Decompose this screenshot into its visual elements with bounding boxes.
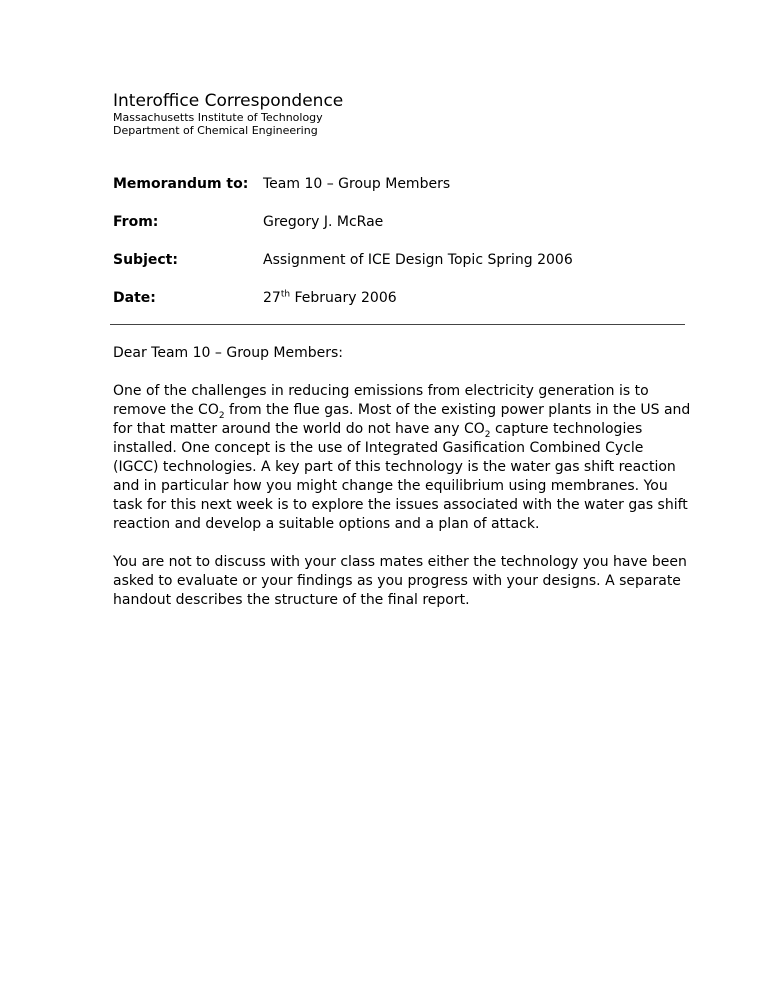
memo-date-row (113, 289, 693, 327)
memo-to-label: Memorandum to: (113, 176, 249, 192)
co2-subscript-2: 2 (484, 429, 491, 440)
memo-body (113, 344, 693, 629)
institution-name: Massachusetts Institute of Technology (113, 111, 323, 124)
memo-date-label: Date: (113, 290, 156, 306)
memo-subject-value: Assignment of ICE Design Topic Spring 2006 (263, 252, 573, 268)
letterhead-title: Interoffice Correspondence (113, 91, 344, 111)
body-paragraph-1 (113, 382, 693, 534)
paragraph-1-part-b: from the flue gas. Most of the existing power plants in the US and for that matter around the world do not have any CO (113, 402, 691, 437)
date-day: 27 (263, 290, 281, 306)
date-ordinal-suffix: th (280, 289, 291, 300)
memo-from-value: Gregory J. McRae (263, 214, 384, 230)
memo-to-row (113, 175, 693, 213)
date-month-year: February 2006 (290, 290, 397, 306)
memo-subject-row (113, 251, 693, 289)
header-divider (110, 324, 685, 325)
salutation: Dear Team 10 – Group Members: (113, 345, 344, 361)
letterhead (113, 91, 673, 137)
memo-subject-label: Subject: (113, 252, 178, 268)
co2-subscript-1: 2 (218, 410, 225, 421)
memo-from-row (113, 213, 693, 251)
paragraph-1-part-c: capture technologies installed. One concept is the use of Integrated Gasification Combined Cycle (IGCC) technologies. A key part of this technology is the water gas shift reaction and in particular how you might change the equilibrium using membranes. You task for this next week is to explore the issues associated with the water gas shift reaction and develop a suitable options and a plan of attack. (113, 421, 688, 532)
body-paragraph-2: You are not to discuss with your class mates either the technology you have been asked to evaluate or your findings as you progress with your designs. A separate handout describes the structure of the final report. (113, 554, 687, 608)
memo-header-fields (113, 175, 693, 327)
department-name: Department of Chemical Engineering (113, 124, 318, 137)
memo-from-label: From: (113, 214, 159, 230)
paragraph-1-part-a: One of the challenges in reducing emissions from electricity generation is to remove the CO (113, 383, 649, 418)
memo-date-value (263, 289, 693, 307)
memo-to-value: Team 10 – Group Members (263, 176, 451, 192)
